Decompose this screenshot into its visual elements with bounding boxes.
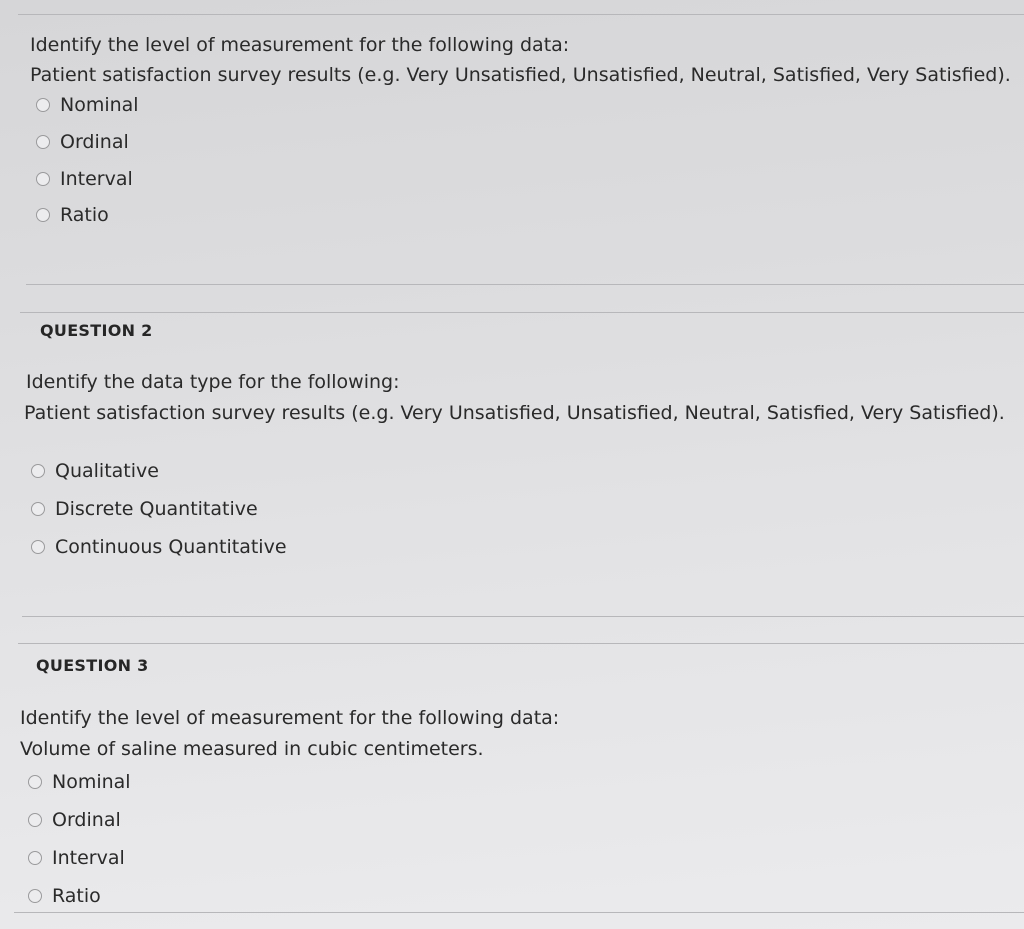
- q1-option-ordinal[interactable]: [36, 131, 129, 153]
- q1-option-ratio[interactable]: [36, 204, 109, 226]
- radio-button[interactable]: [31, 502, 45, 516]
- radio-button[interactable]: [28, 775, 42, 789]
- divider: [18, 643, 1024, 644]
- q2-option-qualitative[interactable]: [31, 460, 159, 482]
- option-label: Qualitative: [55, 460, 159, 482]
- option-label: Discrete Quantitative: [55, 498, 258, 520]
- q1-option-interval[interactable]: [36, 168, 133, 190]
- radio-button[interactable]: [36, 208, 50, 222]
- radio-button[interactable]: [28, 851, 42, 865]
- divider: [18, 14, 1024, 15]
- question-2-data-description: Patient satisfaction survey results (e.g. Very Unsatisfied, Unsatisfied, Neutral, Satisfied, Very Satisfied).: [24, 402, 1005, 424]
- option-label: Ratio: [52, 885, 101, 907]
- radio-button[interactable]: [28, 813, 42, 827]
- option-label: Interval: [52, 847, 125, 869]
- q2-option-continuous-quantitative[interactable]: [31, 536, 287, 558]
- radio-button[interactable]: [28, 889, 42, 903]
- question-2-header: QUESTION 2: [40, 321, 153, 340]
- radio-button[interactable]: [36, 172, 50, 186]
- question-3-data-description: Volume of saline measured in cubic centimeters.: [20, 738, 484, 760]
- option-label: Ordinal: [52, 809, 121, 831]
- divider: [22, 616, 1024, 617]
- divider: [14, 912, 1024, 913]
- divider: [20, 312, 1024, 313]
- option-label: Interval: [60, 168, 133, 190]
- question-3-prompt: Identify the level of measurement for the following data:: [20, 707, 560, 729]
- q3-option-ratio[interactable]: [28, 885, 101, 907]
- q1-option-nominal[interactable]: [36, 94, 139, 116]
- q3-option-nominal[interactable]: [28, 771, 131, 793]
- question-3-header: QUESTION 3: [36, 656, 149, 675]
- option-label: Continuous Quantitative: [55, 536, 287, 558]
- option-label: Ratio: [60, 204, 109, 226]
- question-1-prompt: Identify the level of measurement for the following data:: [30, 34, 570, 56]
- option-label: Nominal: [52, 771, 131, 793]
- radio-button[interactable]: [36, 98, 50, 112]
- question-1-data-description: Patient satisfaction survey results (e.g. Very Unsatisfied, Unsatisfied, Neutral, Satisfied, Very Satisfied).: [30, 64, 1011, 86]
- radio-button[interactable]: [36, 135, 50, 149]
- q3-option-interval[interactable]: [28, 847, 125, 869]
- radio-button[interactable]: [31, 540, 45, 554]
- divider: [26, 284, 1024, 285]
- option-label: Ordinal: [60, 131, 129, 153]
- question-2-prompt: Identify the data type for the following:: [26, 371, 400, 393]
- option-label: Nominal: [60, 94, 139, 116]
- q3-option-ordinal[interactable]: [28, 809, 121, 831]
- q2-option-discrete-quantitative[interactable]: [31, 498, 258, 520]
- radio-button[interactable]: [31, 464, 45, 478]
